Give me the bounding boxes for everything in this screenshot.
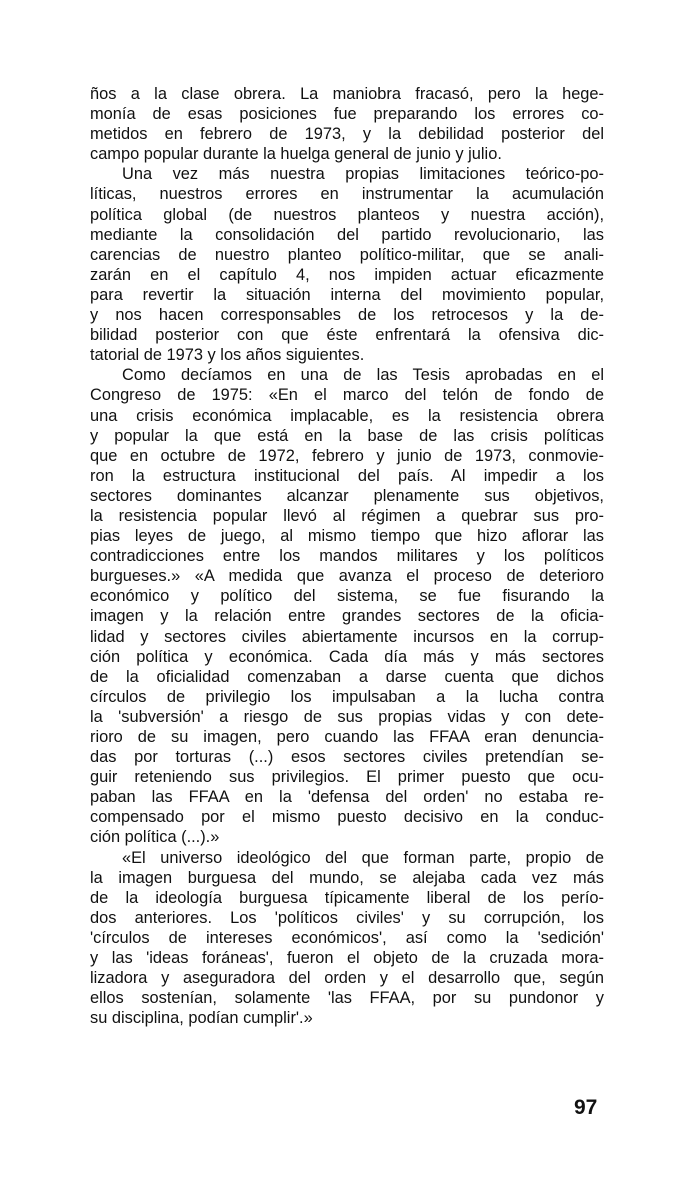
text-line: imagen y la relación entre grandes sectores de la oficia- xyxy=(90,607,604,626)
text-line: dos anteriores. Los 'políticos civiles' y su corrupción, los xyxy=(90,908,604,927)
text-line: lidad y sectores civiles abiertamente incursos en la corrup- xyxy=(90,627,604,646)
paragraph xyxy=(90,365,604,847)
text-line: para revertir la situación interna del movimiento popular, xyxy=(90,285,604,304)
text-line: líticas, nuestros errores en instrumentar la acumulación xyxy=(90,185,604,204)
text-line: campo popular durante la huelga general de junio y julio. xyxy=(90,145,502,164)
text-line: monía de esas posiciones fue preparando los errores co- xyxy=(90,105,604,124)
text-line: y las 'ideas foráneas', fueron el objeto de la cruzada mora- xyxy=(90,949,604,968)
text-line: «El universo ideológico del que forman parte, propio de xyxy=(122,848,604,867)
text-line: una crisis económica implacable, es la resistencia obrera xyxy=(90,406,604,425)
text-line: das por torturas (...) esos sectores civiles pretendían se- xyxy=(90,748,604,767)
text-line: ron la estructura institucional del país. Al impedir a los xyxy=(90,466,604,485)
text-line: zarán en el capítulo 4, nos impiden actuar eficazmente xyxy=(90,265,604,284)
text-line: carencias de nuestro planteo político-militar, que se anali- xyxy=(90,245,604,264)
text-line: ción política (...).» xyxy=(90,828,220,847)
text-line: política global (de nuestros planteos y nuestra acción), xyxy=(90,205,604,224)
text-line: la 'subversión' a riesgo de sus propias vidas y con dete- xyxy=(90,707,604,726)
text-line: Una vez más nuestra propias limitaciones teórico-po- xyxy=(122,165,604,184)
paragraph xyxy=(90,848,604,1029)
text-line: de la oficialidad comenzaban a darse cuenta que dichos xyxy=(90,667,604,686)
text-line: de la ideología burguesa típicamente liberal de los perío- xyxy=(90,888,604,907)
text-line: burgueses.» «A medida que avanza el proceso de deterioro xyxy=(90,567,604,586)
text-line: que en octubre de 1972, febrero y junio de 1973, conmovie- xyxy=(90,446,604,465)
text-line: 'círculos de intereses económicos', así como la 'sedición' xyxy=(90,928,604,947)
text-line: compensado por el mismo puesto decisivo en la conduc- xyxy=(90,808,604,827)
text-line: lizadora y aseguradora del orden y el desarrollo que, según xyxy=(90,969,604,988)
text-line: su disciplina, podían cumplir'.» xyxy=(90,1009,313,1028)
page-body-text xyxy=(90,84,604,1028)
text-line: pias leyes de juego, al mismo tiempo que hizo aflorar las xyxy=(90,527,604,546)
page-number: 97 xyxy=(574,1096,598,1119)
text-line: Como decíamos en una de las Tesis aprobadas en el xyxy=(122,366,604,385)
text-line: bilidad posterior con que éste enfrentará la ofensiva dic- xyxy=(90,326,604,345)
text-line: ellos sostenían, solamente 'las FFAA, por su pundonor y xyxy=(90,989,604,1008)
text-line: mediante la consolidación del partido revolucionario, las xyxy=(90,225,604,244)
text-line: Congreso de 1975: «En el marco del telón de fondo de xyxy=(90,386,604,405)
text-line: la imagen burguesa del mundo, se alejaba cada vez más xyxy=(90,868,604,887)
text-line: sectores dominantes alcanzar plenamente sus objetivos, xyxy=(90,486,604,505)
paragraph xyxy=(90,164,604,365)
text-line: círculos de privilegio los impulsaban a la lucha contra xyxy=(90,687,604,706)
text-line: guir reteniendo sus privilegios. El primer puesto que ocu- xyxy=(90,768,604,787)
text-line: económico y político del sistema, se fue fisurando la xyxy=(90,587,604,606)
text-line: la resistencia popular llevó al régimen a quebrar sus pro- xyxy=(90,506,604,525)
text-line: contradicciones entre los mandos militares y los políticos xyxy=(90,547,604,566)
text-line: rioro de su imagen, pero cuando las FFAA eran denuncia- xyxy=(90,728,604,746)
text-line: ños a la clase obrera. La maniobra fracasó, pero la hege- xyxy=(90,85,604,103)
paragraph xyxy=(90,84,604,164)
text-line: y nos hacen corresponsables de los retrocesos y la de- xyxy=(90,306,604,325)
text-line: ción política y económica. Cada día más y más sectores xyxy=(90,647,604,666)
text-line: metidos en febrero de 1973, y la debilidad posterior del xyxy=(90,125,604,144)
text-line: paban las FFAA en la 'defensa del orden' no estaba re- xyxy=(90,788,604,807)
text-line: tatorial de 1973 y los años siguientes. xyxy=(90,346,365,365)
text-line: y popular la que está en la base de las crisis políticas xyxy=(90,426,604,445)
